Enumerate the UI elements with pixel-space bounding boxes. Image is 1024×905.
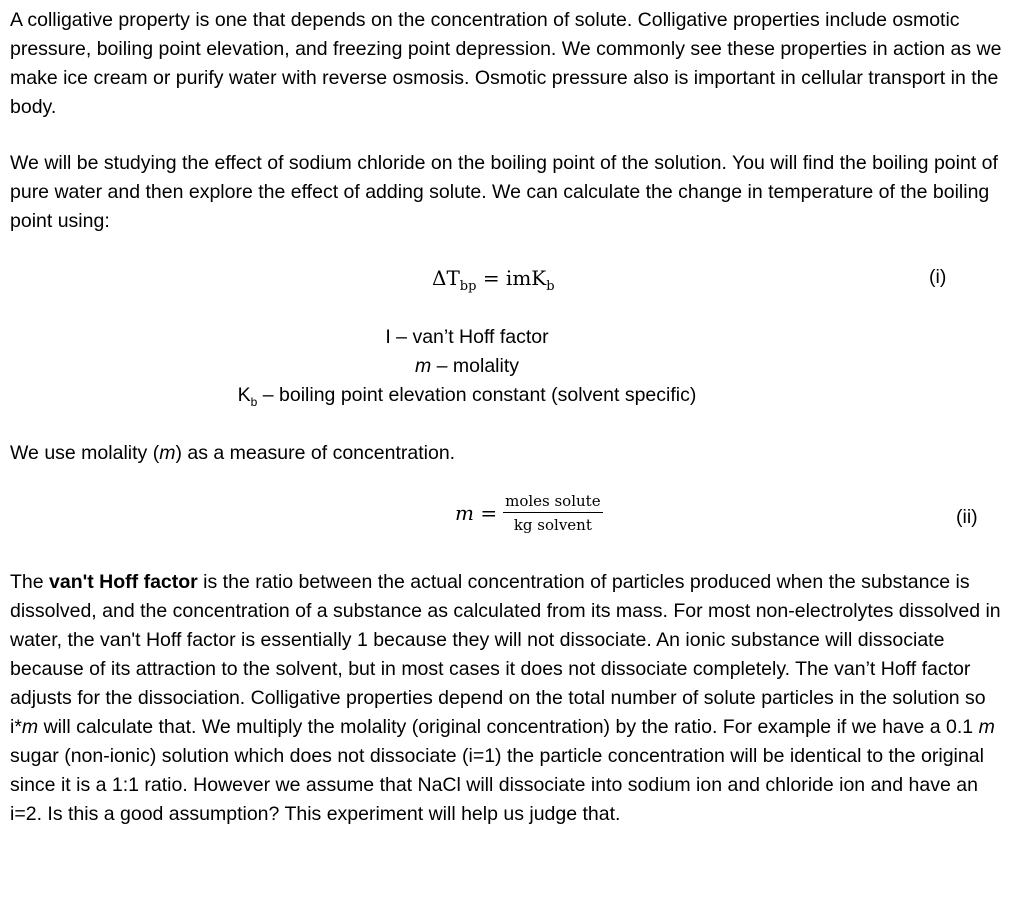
molality-paragraph [10, 439, 1010, 468]
vanthoff-m2: m [978, 716, 995, 738]
equation2-lhs: m = [455, 501, 498, 525]
definition-kb-main: K [237, 384, 251, 406]
definition-m-var: m [414, 355, 432, 377]
vanthoff-t2: is the ratio between the actual concentration of particles produced when the substance is dissolved, and the concentration of a substance as calculated from its mass. For most non-electrolytes dissolved in water, the van't Hoff factor is essentially 1 because they will not dissociate. An ionic substance will dissociate because of its attraction to the solvent, but in most cases it does not dissociate completely. The van’t Hoff factor adjusts for the dissociation. Colligative properties depend on the total number of solute particles in the solution so i* [10, 571, 1001, 738]
equation2-denominator: kg solvent [513, 516, 592, 534]
equation2-number: (ii) [956, 506, 978, 528]
definition-kb [0, 381, 934, 417]
equation1-number: (i) [929, 266, 947, 288]
definition-kb-text: – boiling point elevation constant (solvent specific) [257, 384, 697, 406]
boiling-point-equation [432, 266, 555, 294]
molality-post: ) as a measure of concentration. [175, 442, 456, 464]
equation1-lhs-sub: bp [459, 279, 477, 294]
equation2-fraction [503, 492, 603, 534]
molality-var: m [159, 442, 176, 464]
variable-definitions [0, 323, 934, 417]
equation2-numerator: moles solute [503, 492, 603, 513]
vanthoff-m1: m [21, 716, 39, 738]
definition-i: I – van’t Hoff factor [385, 326, 549, 348]
definition-m-text: – molality [431, 355, 520, 377]
equation1-rhs-sub: b [546, 279, 555, 294]
study-paragraph: We will be studying the effect of sodium chloride on the boiling point of the solution. You will find the boiling point of pure water and then explore the effect of adding solute. We can calculate the change in temperature of the boiling point using: [10, 152, 998, 232]
molality-pre: We use molality ( [10, 442, 160, 464]
definition-m [0, 352, 934, 381]
molality-equation [455, 492, 603, 534]
vanthoff-t4: sugar (non-ionic) solution which does not dissociate (i=1) the particle concentration will be identical to the original since it is a 1:1 ratio. However we assume that NaCl will dissociate into sodium ion and chloride ion and have an i=2. Is this a good assumption? This experiment will help us judge that. [10, 745, 984, 825]
vanthoff-t3: will calculate that. We multiply the molality (original concentration) by the ratio. For example if we have a 0.1 [38, 716, 979, 738]
equation1-lhs: ΔT [432, 266, 460, 290]
vanthoff-paragraph [10, 568, 1010, 829]
intro-paragraph: A colligative property is one that depends on the concentration of solute. Colligative properties include osmotic pressure, boiling point elevation, and freezing point depression. We commonly see these properties in action as we make ice cream or purify water with reverse osmosis. Osmotic pressure also is important in cellular transport in the body. [10, 9, 1002, 118]
definition-kb-sub: b [250, 394, 258, 409]
equation1-rhs: = imK [482, 266, 547, 290]
vanthoff-bold: van't Hoff factor [49, 571, 198, 593]
vanthoff-t1: The [10, 571, 50, 593]
